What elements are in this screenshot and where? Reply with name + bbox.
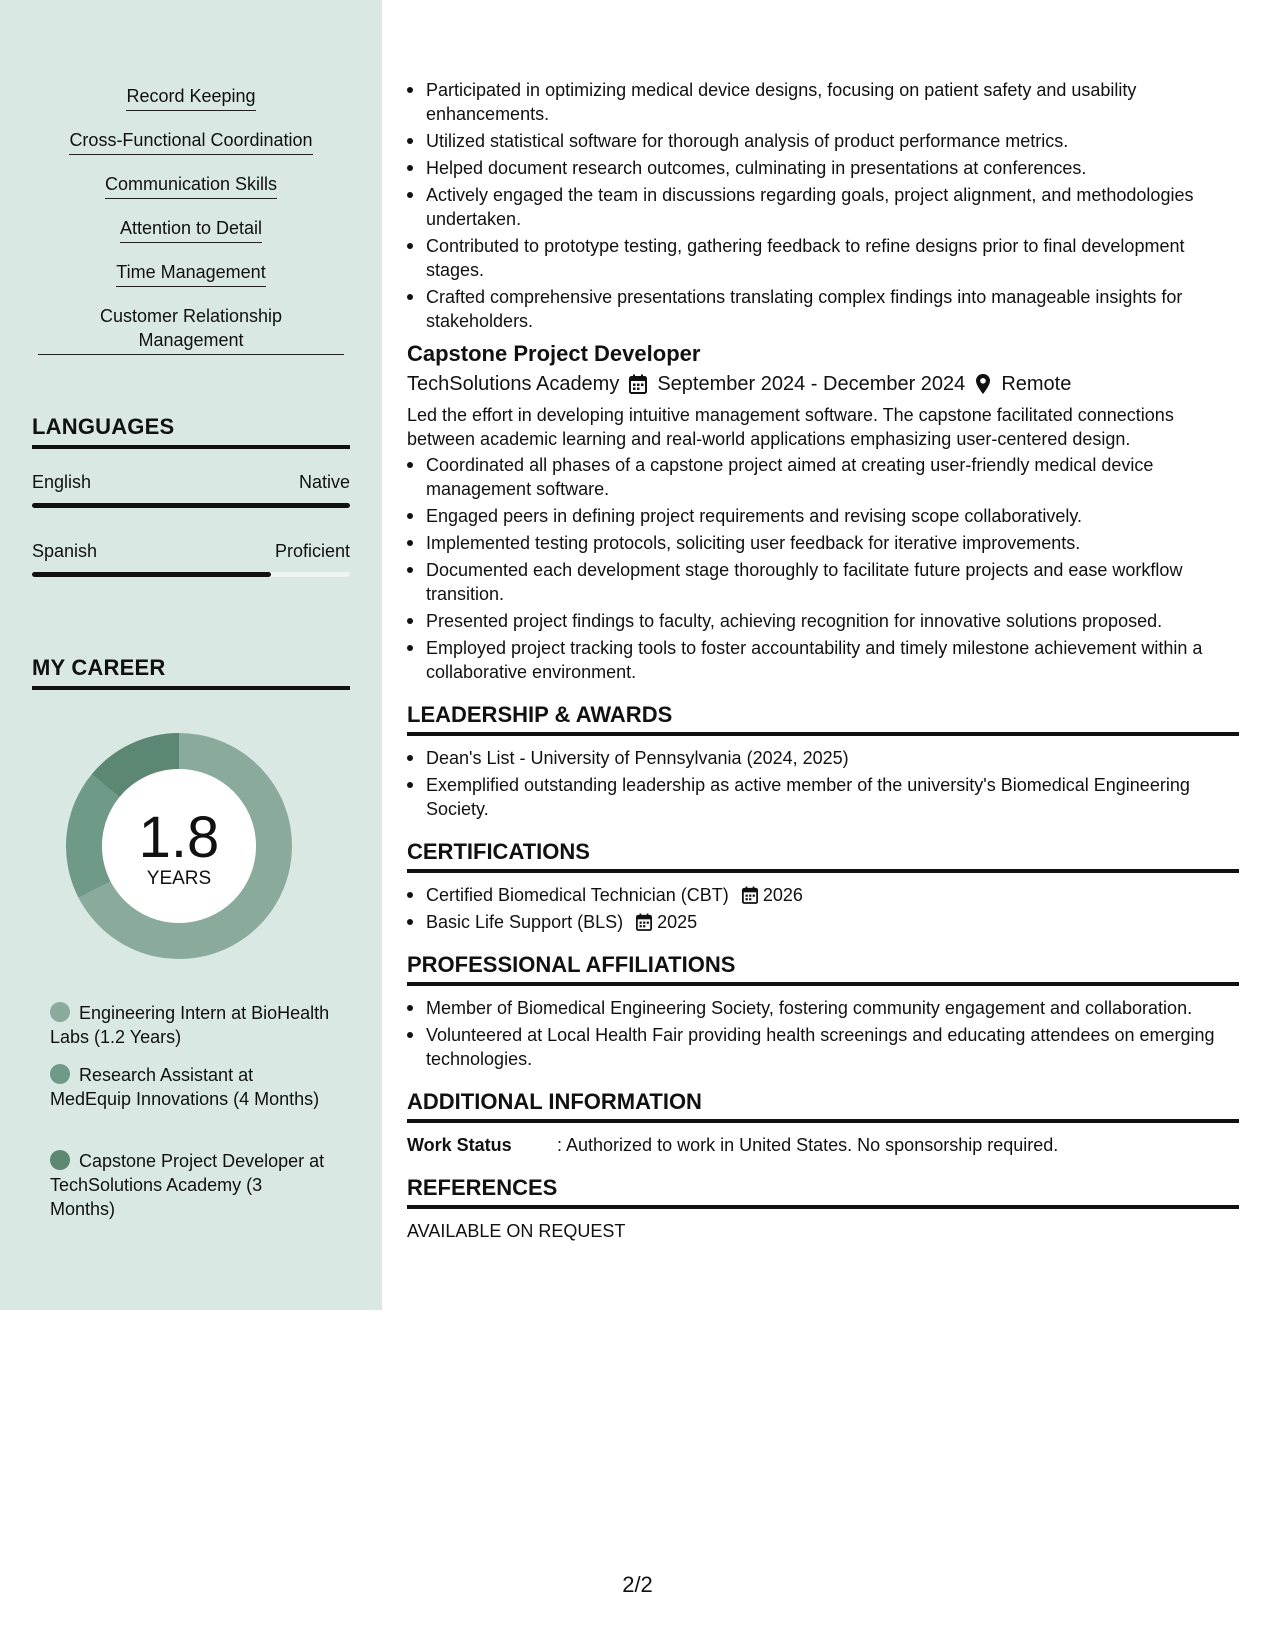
job-location: Remote bbox=[1001, 373, 1072, 395]
list-item: Member of Biomedical Engineering Society, fostering community engagement and collaboration. bbox=[407, 996, 1239, 1020]
affiliations-list bbox=[407, 996, 1239, 1071]
map-pin-icon bbox=[975, 373, 991, 395]
list-item: Volunteered at Local Health Fair providing health screenings and educating attendees on emerging technologies. bbox=[407, 1023, 1239, 1071]
list-item: Participated in optimizing medical device designs, focusing on patient safety and usability enhancements. bbox=[407, 78, 1239, 126]
certification-name: Certified Biomedical Technician (CBT) bbox=[426, 885, 729, 905]
list-item: Engaged peers in defining project requirements and revising scope collaboratively. bbox=[407, 504, 1239, 528]
job-dates: September 2024 - December 2024 bbox=[657, 373, 966, 395]
list-item: Employed project tracking tools to foster accountability and timely milestone achievement within a collaborative environment. bbox=[407, 636, 1239, 684]
language-english bbox=[32, 472, 350, 508]
certifications-heading: CERTIFICATIONS bbox=[407, 838, 1239, 873]
language-bar-fill bbox=[32, 572, 271, 577]
references-heading: REFERENCES bbox=[407, 1174, 1239, 1209]
work-status-row bbox=[407, 1133, 1239, 1157]
job-bullets bbox=[407, 453, 1239, 684]
legend-label: Engineering Intern at BioHealth Labs (1.2 Years) bbox=[50, 1003, 330, 1047]
language-level: Proficient bbox=[274, 541, 350, 561]
skill-item: Communication Skills bbox=[105, 172, 277, 199]
language-level: Native bbox=[298, 472, 350, 492]
list-item: Presented project findings to faculty, achieving recognition for innovative solutions proposed. bbox=[407, 609, 1239, 633]
affiliations-heading: PROFESSIONAL AFFILIATIONS bbox=[407, 951, 1239, 986]
list-item bbox=[407, 910, 1239, 934]
calendar-icon bbox=[629, 374, 647, 394]
list-item: Utilized statistical software for thorough analysis of product performance metrics. bbox=[407, 129, 1239, 153]
skill-item: Cross-Functional Coordination bbox=[69, 128, 312, 155]
list-item: Contributed to prototype testing, gathering feedback to refine designs prior to final development stages. bbox=[407, 234, 1239, 282]
career-heading: MY CAREER bbox=[32, 655, 350, 690]
career-legend-item bbox=[50, 1149, 330, 1221]
legend-label: Capstone Project Developer at TechSolutions Academy (3 Months) bbox=[50, 1151, 325, 1219]
language-bar bbox=[32, 503, 350, 508]
calendar-icon bbox=[742, 886, 758, 904]
language-name: English bbox=[32, 472, 92, 492]
certification-name: Basic Life Support (BLS) bbox=[426, 912, 624, 932]
list-item: Helped document research outcomes, culminating in presentations at conferences. bbox=[407, 156, 1239, 180]
career-legend-item bbox=[50, 1001, 330, 1049]
career-total-years: 1.8 bbox=[138, 805, 220, 870]
list-item: Actively engaged the team in discussions regarding goals, project alignment, and methodologies undertaken. bbox=[407, 183, 1239, 231]
languages-heading: LANGUAGES bbox=[32, 414, 350, 449]
list-item: Dean's List - University of Pennsylvania (2024, 2025) bbox=[407, 746, 1239, 770]
additional-info-heading: ADDITIONAL INFORMATION bbox=[407, 1088, 1239, 1123]
list-item: Exemplified outstanding leadership as active member of the university's Biomedical Engineering Society. bbox=[407, 773, 1239, 821]
legend-dot-icon bbox=[50, 1002, 70, 1022]
skill-item: Record Keeping bbox=[126, 84, 255, 111]
list-item: Crafted comprehensive presentations translating complex findings into manageable insights for stakeholders. bbox=[407, 285, 1239, 333]
leadership-heading: LEADERSHIP & AWARDS bbox=[407, 701, 1239, 736]
legend-label: Research Assistant at MedEquip Innovations (4 Months) bbox=[50, 1065, 320, 1109]
skill-item: Customer Relationship Management bbox=[38, 304, 344, 355]
skill-item: Attention to Detail bbox=[120, 216, 262, 243]
calendar-icon bbox=[636, 913, 652, 931]
sidebar bbox=[0, 0, 382, 1310]
work-status-label: Work Status bbox=[407, 1135, 512, 1155]
job-title: Capstone Project Developer bbox=[407, 341, 701, 366]
certification-year: 2026 bbox=[762, 885, 803, 905]
list-item: Coordinated all phases of a capstone project aimed at creating user-friendly medical device management software. bbox=[407, 453, 1239, 501]
list-item: Implemented testing protocols, soliciting user feedback for iterative improvements. bbox=[407, 531, 1239, 555]
job-company: TechSolutions Academy bbox=[407, 373, 620, 395]
career-legend-item bbox=[50, 1063, 330, 1111]
certification-year: 2025 bbox=[657, 912, 698, 932]
job-meta bbox=[407, 369, 1239, 399]
certifications-list bbox=[407, 883, 1239, 934]
page-number: 2/2 bbox=[622, 1572, 653, 1597]
legend-dot-icon bbox=[50, 1064, 70, 1084]
experience-bullets bbox=[407, 78, 1239, 333]
career-total-unit: YEARS bbox=[146, 868, 212, 889]
skills-list bbox=[32, 84, 350, 355]
leadership-list bbox=[407, 746, 1239, 821]
language-spanish bbox=[32, 541, 350, 577]
language-bar bbox=[32, 572, 350, 577]
job-description: Led the effort in developing intuitive management software. The capstone facilitated connections between academic learning and real-world applications emphasizing user-centered design. bbox=[407, 405, 1174, 449]
language-bar-fill bbox=[32, 503, 350, 508]
main-content bbox=[407, 78, 1239, 1243]
skill-item: Time Management bbox=[116, 260, 265, 287]
legend-dot-icon bbox=[50, 1150, 70, 1170]
work-status-value: : Authorized to work in United States. No sponsorship required. bbox=[557, 1135, 1059, 1155]
language-name: Spanish bbox=[32, 541, 98, 561]
references-text: AVAILABLE ON REQUEST bbox=[407, 1221, 626, 1241]
list-item bbox=[407, 883, 1239, 907]
list-item: Documented each development stage thoroughly to facilitate future projects and ease workflow transition. bbox=[407, 558, 1239, 606]
